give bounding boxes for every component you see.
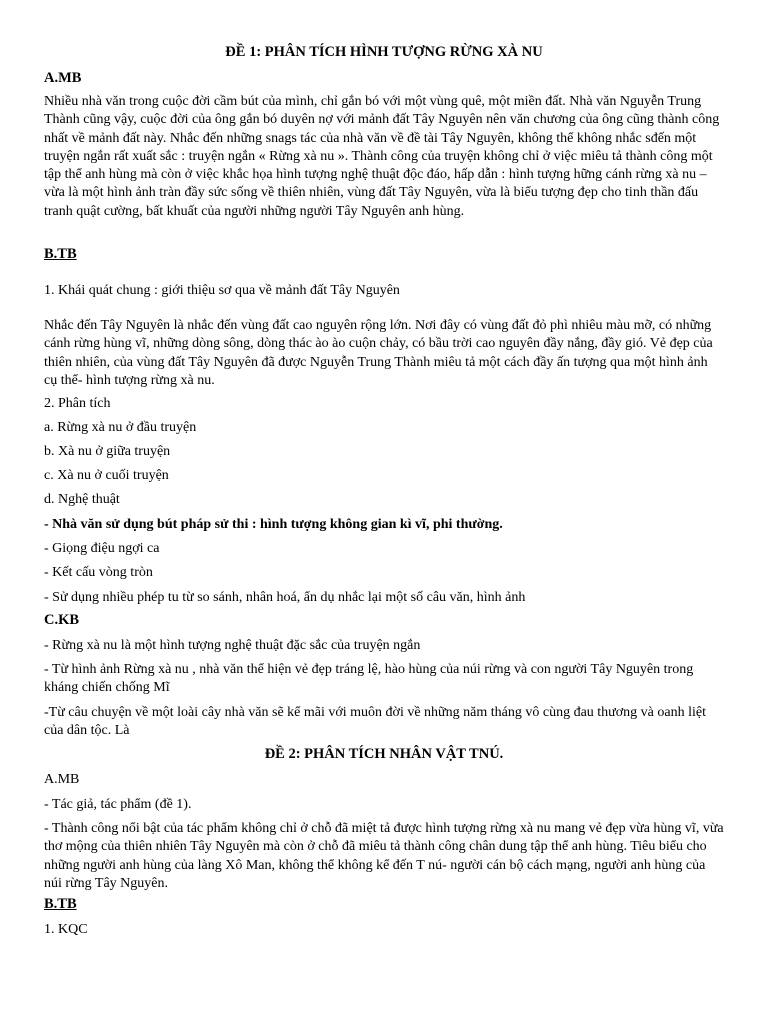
de1-item1: 1. Khái quát chung : giới thiệu sơ qua về mảnh đất Tây Nguyên <box>44 283 400 298</box>
de1-amb-heading: A.MB <box>44 70 82 86</box>
de2-item1: 1. KQC <box>44 922 88 937</box>
de1-d1: - Nhà văn sử dụng bút pháp sử thi : hình tượng không gian kì vĩ, phi thường. <box>44 517 503 532</box>
de1-d4: - Sử dụng nhiều phép tu từ so sánh, nhân hoá, ẩn dụ nhắc lại một số câu văn, hình ảnh <box>44 590 526 605</box>
de1-intro-paragraph: Nhiều nhà văn trong cuộc đời cầm bút của mình, chỉ gắn bó với một vùng quê, một miền đất. Nhà văn Nguyễn Trung Thành cũng vậy, cuộc đời của ông gắn bó duyên nợ với mảnh đất Tây Nguyên nên văn chương của ông cũng thành công nhất về mảnh đất này. Nhắc đến những snags tác của nhà văn về đề tài Tây Nguyên, không thể không nhắc sđến một truyện ngắn rất xuất sắc : truyện ngắn « Rừng xà nu ». Thành công của truyện không chỉ ở việc miêu tả thành công một tập thể anh hùng mà còn ở việc khắc họa hình tượng nghệ thuật độc đáo, hấp dẫn : hình tượng hững cánh rừng xà nu – vừa là một hình ảnh tràn đầy sức sống về thiên nhiên, vùng đất Tây Nguyên, vừa là biểu tượng đẹp cho tinh thần đấu tranh quật cường, bất khuất của người những người Tây Nguyên anh hùng. <box>44 94 720 219</box>
de1-item2: 2. Phân tích <box>44 396 111 411</box>
de1-para1: Nhắc đến Tây Nguyên là nhắc đến vùng đất cao nguyên rộng lớn. Nơi đây có vùng đất đỏ phì nhiêu màu mỡ, có những cánh rừng hùng vĩ, những dòng sông, dòng thác ào ào cuộn chảy, có bầu trời cao nguyên đầy nắng, đầy gió. Vẻ đẹp của thiên nhiên, của vùng đất Tây Nguyên đã được Nguyễn Trung Thành miêu tả một cách đầy ấn tượng qua một hình ảnh cụ thể- hình tượng rừng xà nu. <box>44 318 713 388</box>
de2-amb: A.MB <box>44 772 80 787</box>
de1-k1: - Rừng xà nu là một hình tượng nghệ thuật đặc sắc của truyện ngắn <box>44 638 421 653</box>
de2-l1: - Tác giả, tác phẩm (đề 1). <box>44 797 192 812</box>
de1-d3: - Kết cấu vòng tròn <box>44 565 153 580</box>
de1-btb-heading: B.TB <box>44 246 77 262</box>
de1-item-a: a. Rừng xà nu ở đầu truyện <box>44 420 197 435</box>
de2-title: ĐỀ 2: PHÂN TÍCH NHÂN VẬT TNÚ. <box>264 746 504 762</box>
de1-d2: - Giọng điệu ngợi ca <box>44 541 160 556</box>
de1-title: ĐỀ 1: PHÂN TÍCH HÌNH TƯỢNG RỪNG XÀ NU <box>225 44 543 60</box>
de1-k2: - Từ hình ảnh Rừng xà nu , nhà văn thể hiện vẻ đẹp tráng lệ, hào hùng của núi rừng và con người Tây Nguyên trong kháng chiến chống Mĩ <box>44 662 694 696</box>
de2-l2: - Thành công nổi bật của tác phẩm không chỉ ở chỗ đã miệt tả được hình tượng rừng xà nu mang vẻ đẹp vừa hùng vĩ, vừa thơ mộng của thiên nhiên Tây Nguyên mà còn ở chỗ đã miêu tả thành công chân dung tập thể anh hùng. Tiêu biểu cho những người anh hùng của làng Xô Man, không thể không kể đến T nú- người cán bộ cách mạng, người anh hùng của núi rừng Tây Nguyên. <box>44 821 724 891</box>
de1-k3: -Từ câu chuyện về một loài cây nhà văn sẽ kể mãi với muôn đời về những năm tháng vô cùng đau thương và oanh liệt của dân tộc. Là <box>44 705 706 739</box>
de1-item-c: c. Xà nu ở cuối truyện <box>44 468 169 483</box>
de2-btb-heading: B.TB <box>44 896 77 912</box>
de1-ckb-heading: C.KB <box>44 612 80 628</box>
de1-item-d: d. Nghệ thuật <box>44 492 120 507</box>
de1-item-b: b. Xà nu ở giữa truyện <box>44 444 171 459</box>
